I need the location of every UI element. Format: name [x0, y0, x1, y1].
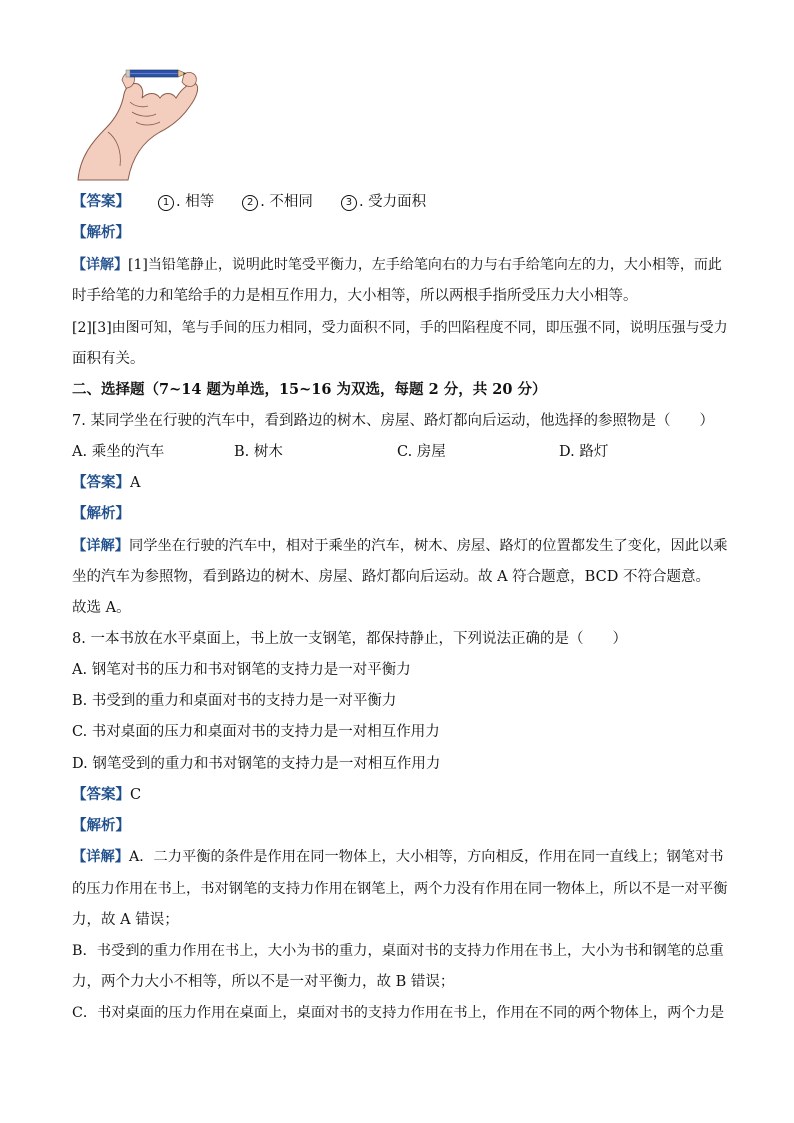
q6-analysis-tag: 【解析】 — [72, 224, 130, 241]
q7-stem: 7. 某同学坐在行驶的汽车中，看到路边的树木、房屋、路灯都向后运动，他选择的参照物是（ ） — [72, 413, 714, 429]
q8-option-a: A. 钢笔对书的压力和书对钢笔的支持力是一对平衡力 — [72, 662, 411, 678]
q8-detail-line-1: 【详解】A．二力平衡的条件是作用在同一物体上，大小相等，方向相反，作用在同一直线上；钢笔对书 — [72, 849, 724, 865]
q6-detail-line-3: [2][3]由图可知，笔与手间的压力相同，受力面积不同，手的凹陷程度不同，即压强不同，说明压强与受力 — [72, 320, 728, 336]
circled-number-1: 1 — [158, 195, 174, 211]
q8-answer-line — [72, 786, 141, 804]
section-heading: 二、选择题（7~14 题为单选，15~16 为双选，每题 2 分，共 20 分） — [72, 381, 547, 398]
q8-detail-line-3: 力，故 A 错误； — [72, 912, 179, 928]
q7-option-a: A. 乘坐的汽车 — [72, 444, 165, 460]
q8-stem: 8. 一本书放在水平桌面上，书上放一支钢笔，都保持静止，下列说法正确的是（ ） — [72, 631, 627, 647]
circled-number-3: 3 — [341, 195, 357, 211]
hand-pencil-illustration — [72, 62, 202, 182]
q7-conclusion: 故选 A。 — [72, 600, 131, 616]
q8-option-d: D. 钢笔受到的重力和书对钢笔的支持力是一对相互作用力 — [72, 756, 441, 772]
q6-answer-line — [72, 193, 426, 211]
detail-tag: 【详解】 — [72, 849, 130, 865]
q6-detail-line-2: 时手给笔的力和笔给手的力是相互作用力，大小相等，所以两根手指所受压力大小相等。 — [72, 288, 638, 304]
q8-detail-line-2: 的压力作用在书上，书对钢笔的支持力作用在钢笔上，两个力没有作用在同一物体上，所以不是一对平衡 — [72, 881, 728, 897]
q6-detail-line-1: 【详解】[1]当铅笔静止，说明此时笔受平衡力，左手给笔向右的力与右手给笔向左的力，大小相等，而此 — [72, 257, 722, 273]
q7-option-b: B. 树木 — [234, 444, 283, 460]
q8-detail-line-5: 力，两个力大小不相等，所以不是一对平衡力，故 B 错误； — [72, 974, 455, 990]
answer-tag: 【答案】 — [72, 474, 130, 491]
q7-analysis-tag: 【解析】 — [72, 505, 130, 522]
detail-tag: 【详解】 — [72, 257, 128, 273]
detail-tag: 【详解】 — [72, 538, 130, 554]
answer-tag: 【答案】 — [72, 193, 130, 210]
q6-detail-line-4: 面积有关。 — [72, 351, 145, 367]
q7-answer-line — [72, 474, 140, 492]
answer-item-2: 2 . 不相同 — [242, 194, 313, 210]
answer-item-1: 1 . 相等 — [158, 194, 214, 210]
q8-detail-line-4: B．书受到的重力作用在书上，大小为书的重力，桌面对书的支持力作用在书上，大小为书和钢笔的总重 — [72, 943, 724, 959]
q7-detail-line-2: 坐的汽车为参照物，看到路边的树木、房屋、路灯都向后运动。故 A 符合题意，BCD 不符合题意。 — [72, 569, 710, 585]
q8-option-c: C. 书对桌面的压力和桌面对书的支持力是一对相互作用力 — [72, 724, 440, 740]
q7-detail-line-1: 【详解】同学坐在行驶的汽车中，相对于乘坐的汽车，树木、房屋、路灯的位置都发生了变化，因此以乘 — [72, 538, 728, 554]
q8-option-b: B. 书受到的重力和桌面对书的支持力是一对平衡力 — [72, 693, 397, 709]
q7-option-c: C. 房屋 — [397, 444, 446, 460]
q7-answer-value: A — [130, 475, 141, 491]
answer-item-3: 3 . 受力面积 — [341, 194, 426, 210]
q7-option-d: D. 路灯 — [559, 444, 609, 460]
answer-tag: 【答案】 — [72, 786, 130, 803]
circled-number-2: 2 — [242, 195, 258, 211]
q8-detail-line-6: C．书对桌面的压力作用在桌面上，桌面对书的支持力作用在书上，作用在不同的两个物体上，两个力是 — [72, 1005, 725, 1021]
q8-answer-value: C — [130, 787, 142, 803]
q8-analysis-tag: 【解析】 — [72, 817, 130, 834]
